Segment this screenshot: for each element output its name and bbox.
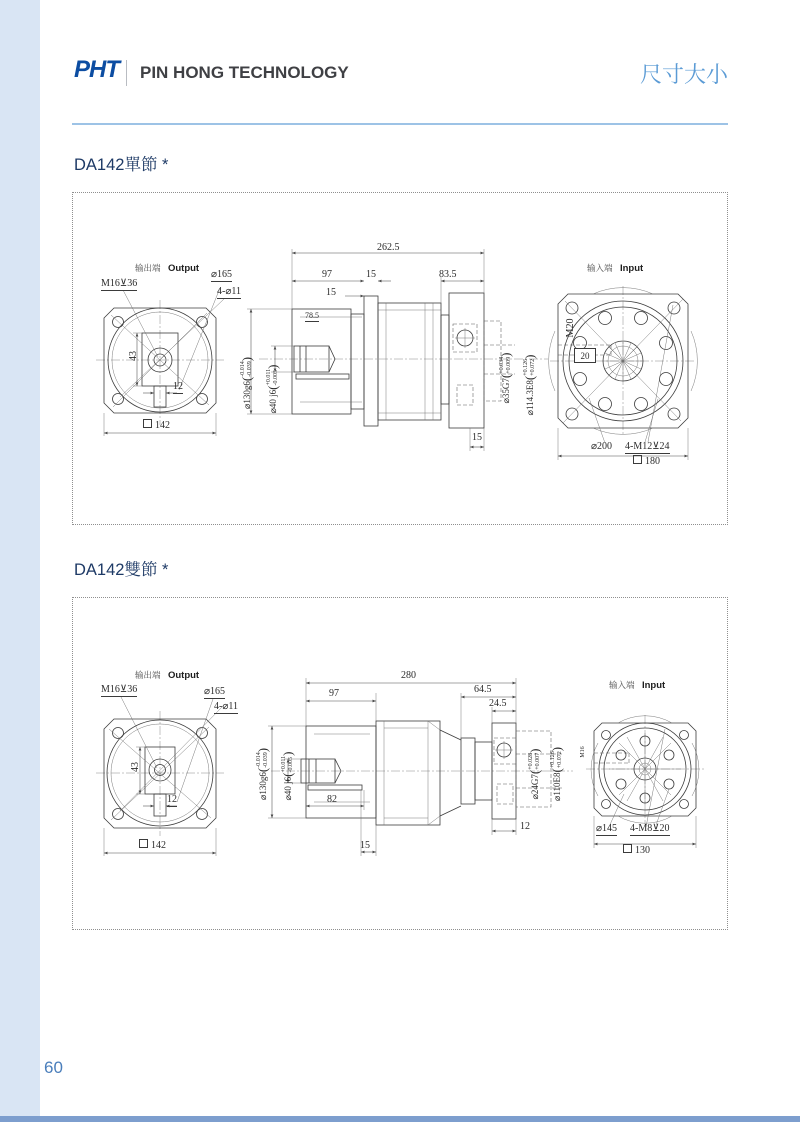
dim-front-length: 97 bbox=[329, 688, 339, 699]
tol-label-114-3E8 bbox=[522, 342, 538, 428]
tol-stack bbox=[528, 753, 542, 770]
dim-output-square bbox=[143, 419, 170, 431]
tol-base: ⌀130g6 bbox=[241, 381, 252, 410]
dim-spigot-depth: 12 bbox=[520, 821, 530, 832]
page-number: 60 bbox=[44, 1058, 63, 1077]
tol-base: ⌀40 j6 bbox=[267, 389, 278, 414]
page-title: 尺寸大小 bbox=[639, 62, 728, 87]
square-symbol bbox=[633, 455, 642, 464]
tol-label-130g6 bbox=[239, 340, 255, 426]
output-title-en: Output bbox=[167, 670, 200, 681]
output-title-en: Output bbox=[167, 263, 200, 274]
input-title-en: Input bbox=[641, 680, 666, 691]
input-title-en: Input bbox=[619, 263, 644, 274]
section1-title: DA142單節 * bbox=[74, 156, 169, 174]
paren-open: ( bbox=[549, 768, 564, 773]
tol-lower: -0.005 bbox=[273, 370, 279, 386]
paren-close: ) bbox=[498, 352, 513, 357]
left-margin-strip bbox=[0, 0, 40, 1116]
tol-upper: -0.014 bbox=[256, 752, 263, 768]
dim-adapter-length: 64.5 bbox=[474, 684, 492, 695]
square-symbol bbox=[139, 839, 148, 848]
dim-output-tap: M16⊻36 bbox=[101, 684, 138, 695]
input-title-cn: 输入端 bbox=[587, 263, 613, 273]
dim-flange-dia: ⌀165 bbox=[211, 269, 233, 280]
dim-flange-dia: ⌀165 bbox=[204, 686, 226, 697]
dim-plate-thickness: 24.5 bbox=[489, 698, 507, 709]
tol-stack bbox=[499, 357, 513, 374]
output-view-linework bbox=[96, 697, 224, 856]
dim-input-key: 20 bbox=[574, 348, 596, 363]
paren-open: ( bbox=[265, 385, 280, 390]
section2-title: DA142雙節 * bbox=[74, 561, 169, 579]
dim-recess-depth: 15 bbox=[326, 287, 336, 298]
paren-close: ) bbox=[255, 747, 270, 753]
dim-shaft-length: 78.5 bbox=[305, 311, 319, 320]
tol-stack bbox=[550, 751, 564, 768]
section1-drawing-box bbox=[72, 192, 728, 525]
dim-spigot-depth: 15 bbox=[472, 432, 482, 443]
input-title-cn: 输入端 bbox=[609, 680, 635, 690]
square-value: 142 bbox=[151, 840, 166, 851]
tol-upper: +0.126 bbox=[523, 358, 530, 376]
tol-label-35G7 bbox=[498, 335, 514, 421]
dim-overall-length: 262.5 bbox=[377, 242, 400, 253]
tol-label-24G7 bbox=[527, 731, 543, 817]
section2-drawing-box bbox=[72, 597, 728, 930]
dim-flange-holes: 4-⌀11 bbox=[217, 286, 241, 297]
tol-stack bbox=[256, 752, 270, 768]
tol-label-110E8 bbox=[549, 731, 565, 817]
brand-logo: PHT bbox=[74, 56, 119, 83]
tol-lower: +0.007 bbox=[535, 752, 541, 770]
square-symbol bbox=[143, 419, 152, 428]
dim-input-tap: M16 bbox=[580, 746, 586, 758]
tol-label-40j6 bbox=[280, 733, 296, 819]
dim-overall-length: 280 bbox=[401, 670, 416, 681]
dim-hub-height: 43 bbox=[128, 351, 139, 361]
square-value: 142 bbox=[155, 420, 170, 431]
dim-output-tap: M16⊻36 bbox=[101, 278, 138, 289]
square-value: 180 bbox=[645, 456, 660, 467]
paren-open: ( bbox=[498, 373, 513, 379]
tol-lower: +0.072 bbox=[557, 751, 563, 769]
tol-lower: -0.039 bbox=[263, 752, 269, 768]
input-view-title bbox=[609, 676, 665, 692]
tol-base: ⌀110E8 bbox=[551, 772, 562, 802]
output-title-cn: 输出端 bbox=[135, 263, 161, 273]
tol-base: ⌀130g6 bbox=[257, 772, 268, 801]
tol-stack bbox=[523, 359, 537, 376]
dim-bolt-circle: ⌀145 bbox=[596, 823, 618, 834]
tol-upper: +0.126 bbox=[550, 751, 557, 769]
paren-open: ( bbox=[280, 772, 295, 777]
square-value: 130 bbox=[635, 845, 650, 856]
tol-base: ⌀40 j6 bbox=[282, 776, 293, 801]
paren-close: ) bbox=[239, 356, 254, 362]
header-divider bbox=[126, 60, 127, 86]
output-view-title bbox=[135, 666, 199, 682]
dim-key-width: 12 bbox=[167, 794, 177, 805]
tol-stack bbox=[281, 756, 295, 773]
output-view-title bbox=[135, 259, 199, 275]
dim-output-square bbox=[139, 839, 166, 851]
tol-upper: +0.011 bbox=[266, 368, 273, 386]
tol-label-40j6 bbox=[265, 346, 281, 432]
dim-input-tap: M20 bbox=[565, 318, 576, 338]
header-rule bbox=[72, 123, 728, 125]
paren-open: ( bbox=[522, 375, 537, 381]
tol-stack bbox=[240, 361, 254, 377]
dim-plate-thickness: 15 bbox=[366, 269, 376, 280]
company-name: PIN HONG TECHNOLOGY bbox=[140, 63, 349, 82]
section2-cad-linework bbox=[73, 598, 727, 929]
dim-front-length: 97 bbox=[322, 269, 332, 280]
dim-input-holes: 4-M12⊻24 bbox=[625, 441, 670, 452]
dim-recess-length: 82 bbox=[327, 794, 337, 805]
tol-base: ⌀35G7 bbox=[500, 378, 511, 404]
dim-key-width: 12 bbox=[173, 381, 183, 392]
tol-stack bbox=[266, 369, 280, 386]
section1-cad-linework bbox=[73, 193, 727, 524]
dim-hub-height: 43 bbox=[130, 762, 141, 772]
paren-close: ) bbox=[549, 746, 564, 752]
paren-open: ( bbox=[239, 376, 254, 382]
square-symbol bbox=[623, 844, 632, 853]
dim-adapter-length: 83.5 bbox=[439, 269, 457, 280]
tol-lower: -0.005 bbox=[288, 757, 294, 773]
input-view-title bbox=[587, 259, 643, 275]
paren-open: ( bbox=[527, 769, 542, 775]
output-title-cn: 输出端 bbox=[135, 670, 161, 680]
paren-close: ) bbox=[527, 748, 542, 753]
tol-base: ⌀24G7 bbox=[529, 774, 540, 800]
dim-input-square bbox=[623, 844, 650, 856]
dim-bolt-circle: ⌀200 bbox=[591, 441, 613, 452]
tol-lower: -0.039 bbox=[247, 361, 253, 377]
tol-upper: +0.028 bbox=[528, 752, 535, 770]
tol-label-130g6 bbox=[255, 731, 271, 817]
paren-open: ( bbox=[255, 767, 270, 773]
paren-close: ) bbox=[280, 751, 295, 756]
bottom-accent-bar bbox=[0, 1116, 800, 1122]
tol-upper: -0.014 bbox=[240, 361, 247, 377]
tol-lower: +0.009 bbox=[506, 356, 512, 374]
dim-input-square bbox=[633, 455, 660, 467]
paren-close: ) bbox=[265, 364, 280, 369]
dim-flange-holes: 4-⌀11 bbox=[214, 701, 238, 712]
tol-upper: +0.011 bbox=[281, 755, 288, 773]
tol-lower: +0.072 bbox=[530, 358, 536, 376]
tol-upper: +0.034 bbox=[499, 356, 506, 374]
tol-base: ⌀114.3E8 bbox=[524, 380, 535, 416]
dim-input-holes: 4-M8⊻20 bbox=[630, 823, 670, 834]
dim-spigot-front: 15 bbox=[360, 840, 370, 851]
output-view-linework bbox=[96, 288, 224, 436]
paren-close: ) bbox=[522, 354, 537, 359]
